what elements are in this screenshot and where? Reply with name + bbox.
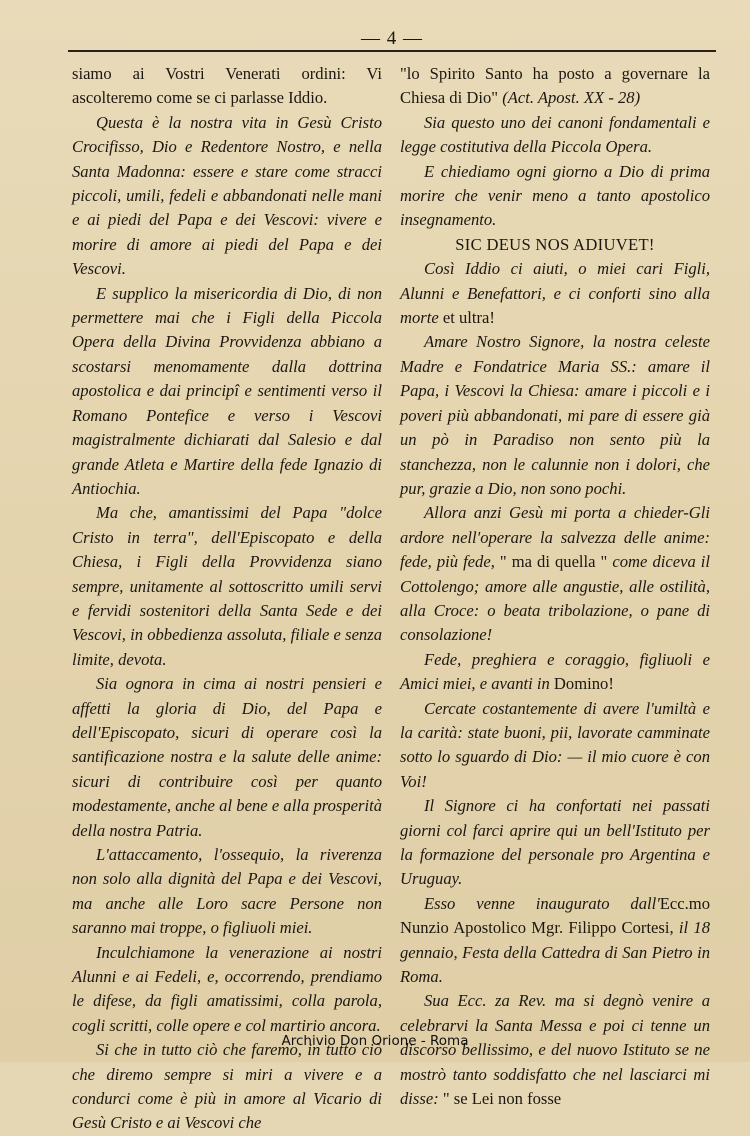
- roman-text: Domino!: [553, 674, 614, 694]
- italic-text: come diceva il Cottolengo; amore alle angustie, alle ostilità, alla Croce: o beata tribolazione, o pane di consolazione!: [400, 552, 710, 645]
- paragraph: [400, 111, 710, 160]
- italic-text: Fede, preghiera e coraggio, figliuoli e Amici miei, e avanti in: [400, 649, 710, 694]
- italic-text: Questa è la nostra vita in Gesù Cristo Crocifisso, Dio e Redentore Nostro, e nella Santa Madonna: essere e stare come stracci piccoli, umili, fedeli e abbandonati nelle mani e ai piedi del Papa e dei Vescovi: vivere e morire di amore ai piedi del Papa e dei Vescovi.: [72, 112, 382, 279]
- paragraph: [400, 160, 710, 233]
- paragraph: [72, 672, 382, 843]
- paragraph: [400, 697, 710, 795]
- motto: SIC DEUS NOS ADIUVET!: [455, 234, 655, 254]
- quote-text: "lo Spirito Santo ha posto a governare la Chiesa di Dio": [400, 64, 710, 108]
- page-number: — 4 —: [361, 28, 423, 49]
- paragraph: [400, 330, 710, 501]
- paragraph: [72, 501, 382, 672]
- italic-text: Sia questo uno dei canoni fondamentali e legge costitutiva della Piccola Opera.: [400, 112, 710, 157]
- left-column: [72, 62, 382, 1136]
- italic-text: il 18 gennaio, Festa della Cattedra di San Pietro in Roma.: [400, 918, 710, 987]
- paragraph: [72, 941, 382, 1039]
- right-column: [400, 62, 710, 1111]
- paragraph: [400, 501, 710, 647]
- roman-text: " ma di quella ": [499, 552, 608, 572]
- italic-text: Allora anzi Gesù mi porta a chieder-Gli ardore nell'operare la salvezza delle anime: fede, più fede,: [400, 503, 710, 572]
- paragraph: [400, 62, 710, 111]
- italic-text: Amare Nostro Signore, la nostra celeste Madre e Fondatrice Maria SS.: amare il Papa, i Vescovi la Chiesa: amare i piccoli e i poveri più abbandonati, mi pare di essere già un pò in Paradiso non sento più la stanchezza, non le calunnie non i dolori, che pur, grazie a Dio, non sono pochi.: [400, 332, 710, 498]
- italic-text: Così Iddio ci aiuti, o miei cari Figli, Alunni e Benefattori, e ci conforti sino alla morte: [400, 259, 710, 328]
- paragraph: siamo ai Vostri Venerati ordini: Vi ascolteremo come se ci parlasse Iddio.: [72, 64, 382, 108]
- header-rule: [68, 50, 716, 52]
- citation: (Act. Apost. XX - 28): [502, 88, 641, 108]
- roman-text: Ecc.mo Nunzio Apostolico Mgr. Filippo Cortesi,: [400, 893, 710, 938]
- roman-text: et ultra!: [442, 308, 495, 328]
- italic-text: Esso venne inaugurato dall': [424, 893, 660, 913]
- paragraph: [72, 282, 382, 502]
- paragraph: [400, 892, 710, 990]
- paragraph: [400, 648, 710, 697]
- italic-text: Sia ognora in cima ai nostri pensieri e affetti la gloria di Dio, del Papa e dell'Episcopato, sicuri di operare così la santificazione nostra e la salute delle anime: sicuri di contribuire così per quanto modestamente, anche al bene e alla prosperità della nostra Patria.: [72, 674, 382, 840]
- italic-text: Cercate costantemente di avere l'umiltà e la carità: state buoni, pii, lavorate camminate sotto lo sguardo di Dio: — il mio cuore è con Voi!: [400, 698, 710, 791]
- italic-text: L'attaccamento, l'ossequio, la riverenza non solo alla dignità del Papa e dei Vescovi, ma anche alle Loro sacre Persone non saranno mai troppe, o figliuoli miei.: [72, 845, 382, 938]
- italic-text: E supplico la misericordia di Dio, di non permettere mai che i Figli della Piccola Opera della Divina Provvidenza abbiano a scostarsi menomamente dalla dottrina apostolica e dai principî e sentimenti verso il Romano Pontefice e verso i Vescovi magistralmente dichiarati dal Salesio e dal grande Atleta e Martire della fede Ignazio di Antiochia.: [72, 283, 382, 498]
- italic-text: Sua Ecc. za Rev. ma si degnò venire a celebrarvi la Santa Messa e poi ci tenne un discorso bellissimo, e del nuovo Istituto se ne mostrò tanto soddisfatto che nel lasciarci mi disse:: [400, 991, 710, 1109]
- roman-text: " se Lei non fosse: [442, 1089, 562, 1109]
- archive-footer: Archivio Don Orione - Roma: [281, 1033, 469, 1049]
- italic-text: Si che in tutto ciò che faremo, in tutto ciò che diremo sempre si miri a vivere e a condurci come è più in amore al Vicario di Gesù Cristo e ai Vescovi che: [72, 1040, 382, 1133]
- paragraph: [72, 1038, 382, 1136]
- italic-text: Il Signore ci ha confortati nei passati giorni col farci aprire qui un bell'Istituto per la formazione del personale pro Argentina e Uruguay.: [400, 796, 710, 889]
- page-header: [68, 28, 716, 56]
- paragraph: [72, 843, 382, 941]
- italic-text: E chiediamo ogni giorno a Dio di prima morire che venir meno a tanto apostolico insegnamento.: [400, 161, 710, 230]
- italic-text: Inculchiamone la venerazione ai nostri Alunni e ai Fedeli, e, occorrendo, prendiamo le difese, da figli amatissimi, colla parola, cogli scritti, colle opere e col martirio ancora.: [72, 942, 382, 1035]
- paragraph: [72, 111, 382, 282]
- paragraph: [400, 257, 710, 330]
- italic-text: Ma che, amantissimi del Papa "dolce Cristo in terra", dell'Episcopato e della Chiesa, i Figli della Provvidenza siano sempre, unitamente al sottoscritto umili servi e fervidi sostenitori della Santa Sede e dei Vescovi, in obbedienza assoluta, filiale e senza limite, devota.: [72, 503, 382, 669]
- paragraph: [400, 794, 710, 892]
- paragraph: [400, 989, 710, 1111]
